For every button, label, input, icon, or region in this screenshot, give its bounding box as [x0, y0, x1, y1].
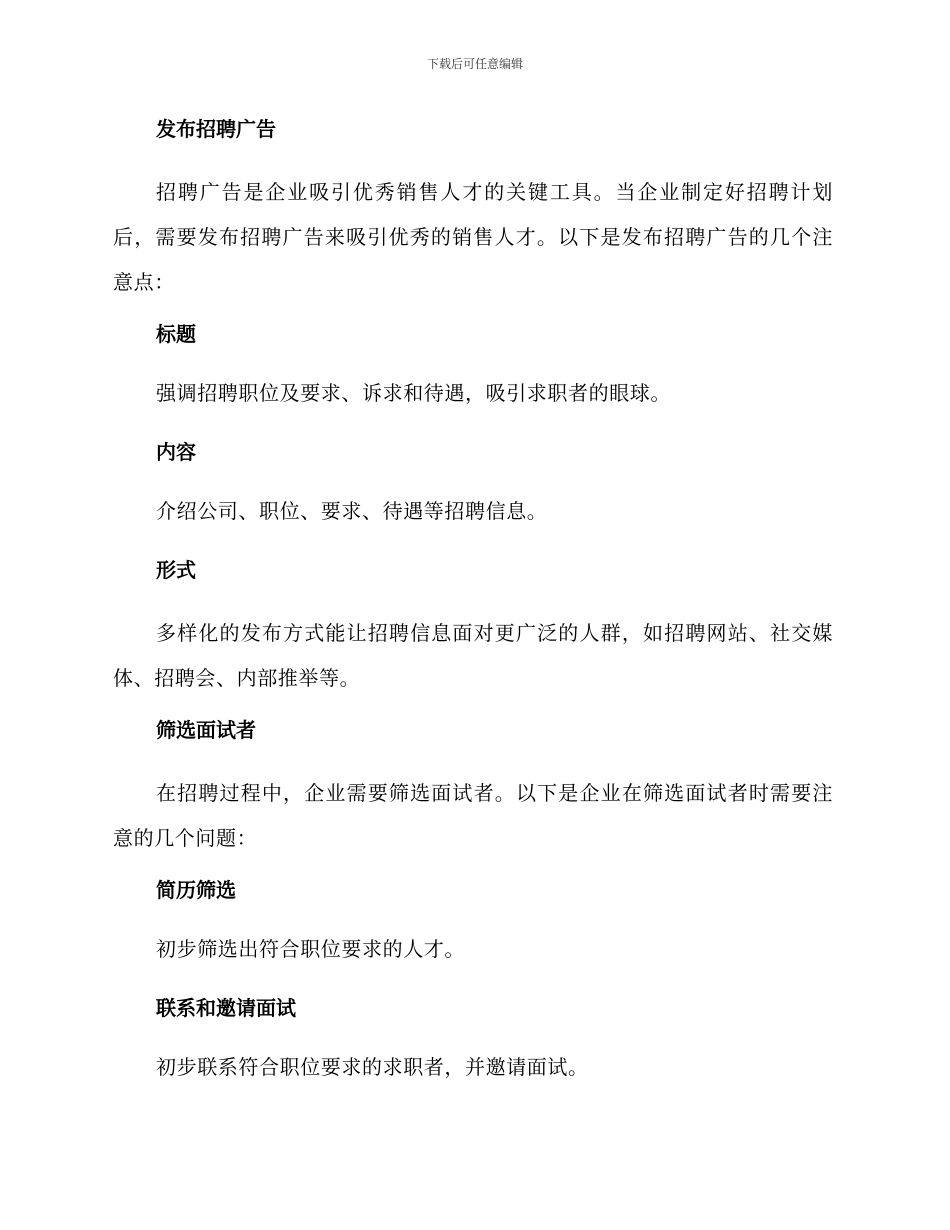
section-heading-contact-invite: 联系和邀请面试: [156, 996, 296, 1020]
section-heading-publish-ad: 发布招聘广告: [156, 117, 276, 141]
section-heading-title: 标题: [156, 322, 196, 346]
paragraph-publish-ad-intro: 招聘广告是企业吸引优秀销售人才的关键工具。当企业制定好招聘计划后，需要发布招聘广告来吸引优秀的销售人才。以下是发布招聘广告的几个注意点：: [113, 180, 833, 294]
section-heading-resume-screening: 简历筛选: [156, 878, 236, 902]
paragraph-contact-invite: 初步联系符合职位要求的求职者，并邀请面试。: [156, 1055, 589, 1079]
document-body: [113, 112, 833, 1109]
section-heading-form: 形式: [156, 558, 196, 582]
paragraph-content: 介绍公司、职位、要求、待遇等招聘信息。: [156, 499, 548, 523]
section-heading-content: 内容: [156, 440, 196, 464]
paragraph-form: 多样化的发布方式能让招聘信息面对更广泛的人群，如招聘网站、社交媒体、招聘会、内部推举等。: [113, 621, 833, 690]
section-heading-screening: 筛选面试者: [156, 718, 256, 742]
paragraph-title: 强调招聘职位及要求、诉求和待遇，吸引求职者的眼球。: [156, 381, 671, 405]
paragraph-resume-screening: 初步筛选出符合职位要求的人才。: [156, 937, 465, 961]
paragraph-screening: 在招聘过程中，企业需要筛选面试者。以下是企业在筛选面试者时需要注意的几个问题：: [113, 781, 833, 850]
header-note: 下载后可任意编辑: [426, 57, 523, 71]
